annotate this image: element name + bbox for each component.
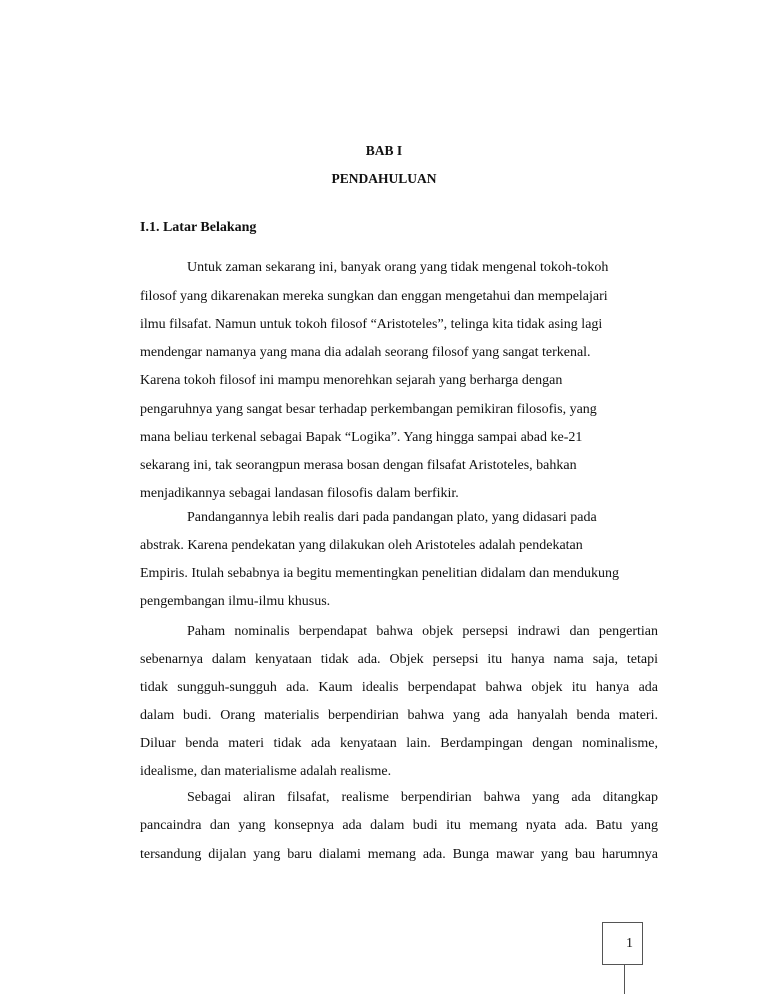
paragraph-line: Karena tokoh filosof ini mampu menorehkan sejarah yang berharga dengan xyxy=(140,373,563,388)
chapter-heading: BAB I xyxy=(365,143,403,158)
paragraph-line: Pandangannya lebih realis dari pada pandangan plato, yang didasari pada xyxy=(187,510,597,525)
chapter-title: PENDAHULUAN xyxy=(331,171,437,186)
section-heading: I.1. Latar Belakang xyxy=(140,220,257,235)
paragraph-line: Diluar benda materi tidak ada kenyataan lain. Berdampingan dengan nominalisme, xyxy=(140,736,658,751)
paragraph-line: pengembangan ilmu-ilmu khusus. xyxy=(140,594,331,609)
paragraph-line: tersandung dijalan yang baru dialami memang ada. Bunga mawar yang bau harumnya xyxy=(140,847,658,862)
paragraph-line: Sebagai aliran filsafat, realisme berpendirian bahwa yang ada ditangkap xyxy=(187,790,658,805)
page-number-box xyxy=(602,922,643,965)
paragraph-line: dalam budi. Orang materialis berpendirian bahwa yang ada hanyalah benda materi. xyxy=(140,708,658,723)
paragraph-line: mendengar namanya yang mana dia adalah seorang filosof yang sangat terkenal. xyxy=(140,345,591,360)
paragraph-line: sekarang ini, tak seorangpun merasa bosan dengan filsafat Aristoteles, bahkan xyxy=(140,458,577,473)
paragraph-line: idealisme, dan materialisme adalah realisme. xyxy=(140,764,392,779)
paragraph-line: sebenarnya dalam kenyataan tidak ada. Objek persepsi itu hanya nama saja, tetapi xyxy=(140,652,658,667)
page-number-line xyxy=(624,965,625,994)
paragraph-line: menjadikannya sebagai landasan filosofis dalam berfikir. xyxy=(140,486,459,501)
paragraph-line: abstrak. Karena pendekatan yang dilakukan oleh Aristoteles adalah pendekatan xyxy=(140,538,583,553)
paragraph-line: Untuk zaman sekarang ini, banyak orang yang tidak mengenal tokoh-tokoh xyxy=(187,260,609,275)
paragraph-line: ilmu filsafat. Namun untuk tokoh filosof “Aristoteles”, telinga kita tidak asing lagi xyxy=(140,317,603,332)
paragraph-line: Empiris. Itulah sebabnya ia begitu mementingkan penelitian didalam dan mendukung xyxy=(140,566,619,581)
paragraph-line: filosof yang dikarenakan mereka sungkan dan enggan mengetahui dan mempelajari xyxy=(140,289,608,304)
paragraph-line: mana beliau terkenal sebagai Bapak “Logika”. Yang hingga sampai abad ke-21 xyxy=(140,430,583,445)
paragraph-line: pengaruhnya yang sangat besar terhadap perkembangan pemikiran filosofis, yang xyxy=(140,402,597,417)
page-number: 1 xyxy=(626,936,633,951)
paragraph-line: tidak sungguh-sungguh ada. Kaum idealis berpendapat bahwa objek itu hanya ada xyxy=(140,680,658,695)
paragraph-line: Paham nominalis berpendapat bahwa objek persepsi indrawi dan pengertian xyxy=(187,624,658,639)
paragraph-line: pancaindra dan yang konsepnya ada dalam budi itu memang nyata ada. Batu yang xyxy=(140,818,658,833)
